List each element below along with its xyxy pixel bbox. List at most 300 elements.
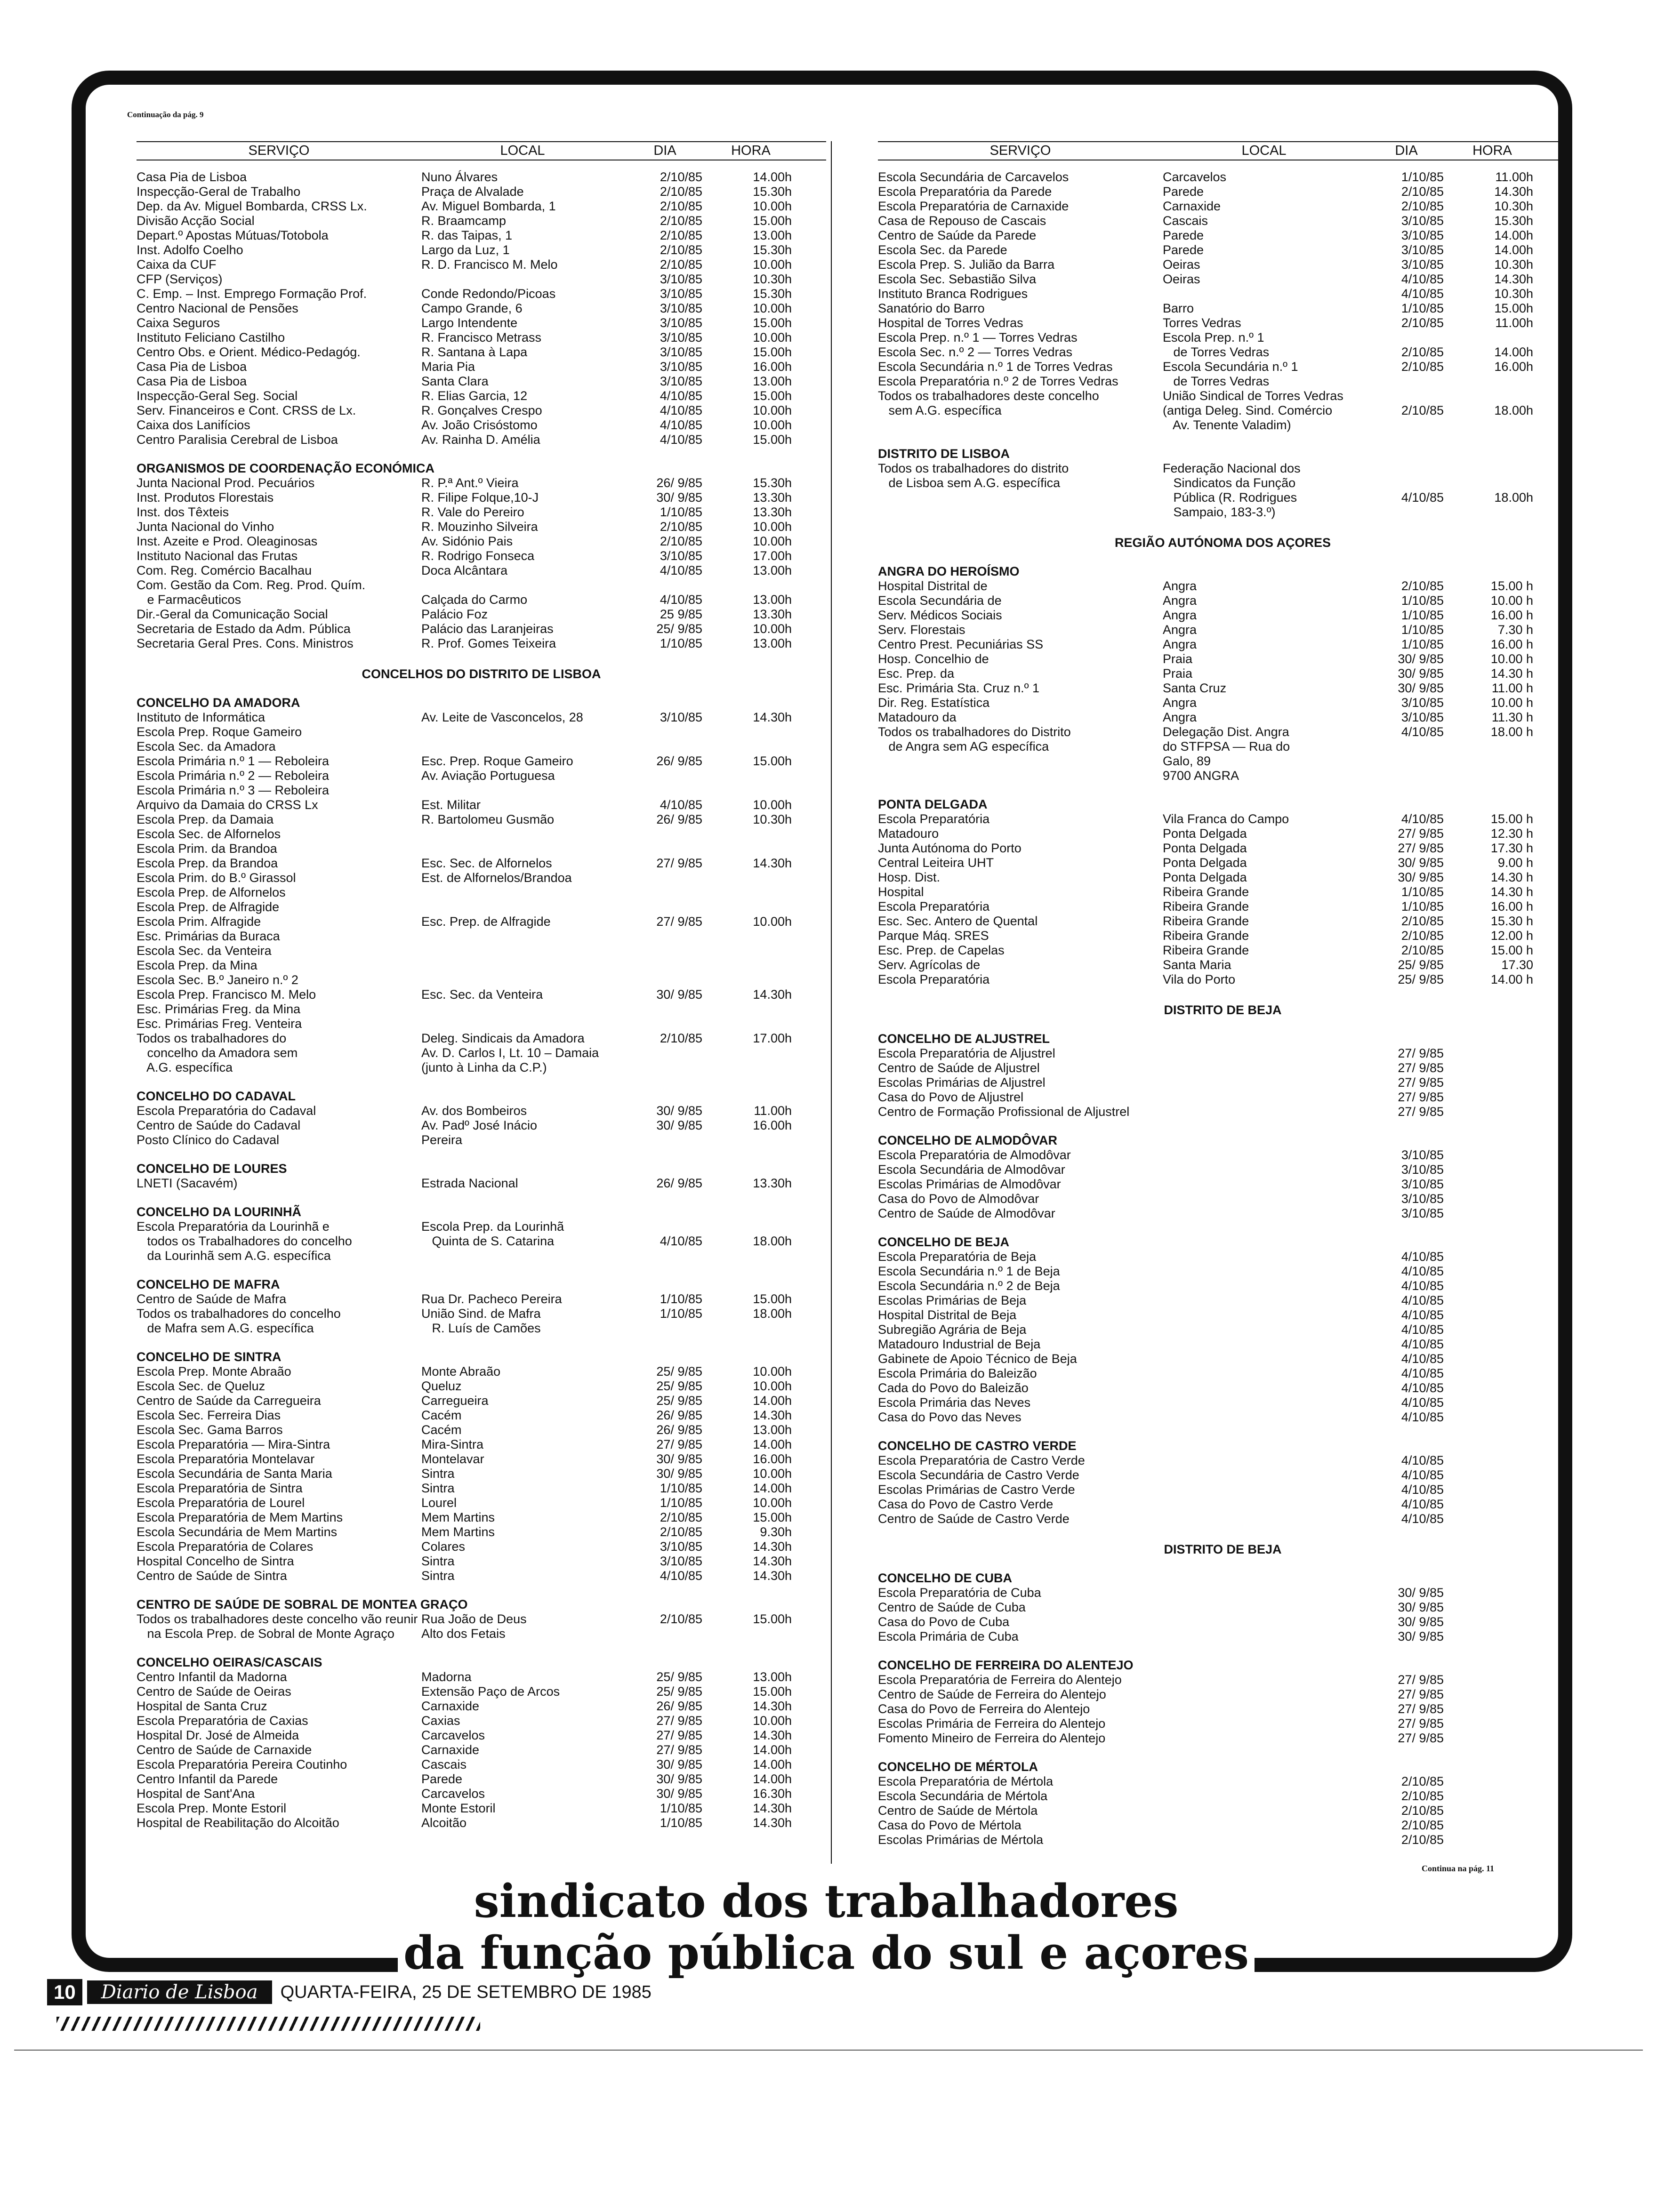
table-header xyxy=(137,141,826,160)
day-cell: 30/ 9/85 xyxy=(1398,1615,1444,1629)
table-row xyxy=(137,534,826,549)
table-row xyxy=(137,578,826,593)
table-row xyxy=(137,1787,826,1801)
hour-cell xyxy=(1448,1453,1537,1468)
section-heading: CONCELHO DE CUBA xyxy=(878,1571,1013,1585)
service-cell: Escola Prep. da Damaia xyxy=(137,812,274,826)
table-row xyxy=(137,1321,826,1336)
local-cell xyxy=(421,1017,624,1031)
day-cell xyxy=(624,871,706,885)
hour-cell: 15.30h xyxy=(753,243,792,257)
hour-cell: 13.00h xyxy=(753,228,792,242)
local-cell: Quinta de S. Catarina xyxy=(421,1234,555,1248)
day-cell: 30/ 9/85 xyxy=(656,1772,702,1786)
service-cell: Escola Preparatória de Colares xyxy=(137,1539,314,1554)
day-cell: 2/10/85 xyxy=(660,199,702,213)
table-row xyxy=(137,1816,826,1830)
local-cell: Alto dos Fetais xyxy=(421,1627,506,1641)
table-row xyxy=(878,1615,1568,1629)
hour-cell xyxy=(1448,1105,1537,1119)
local-cell: Av. Leite de Vasconcelos, 28 xyxy=(421,710,583,724)
local-cell: Extensão Paço de Arcos xyxy=(421,1684,560,1699)
table-row xyxy=(878,1395,1568,1410)
header-local: LOCAL xyxy=(500,143,545,158)
day-cell xyxy=(624,1060,706,1075)
service-cell: Escola Preparatória de Ferreira do Alentejo xyxy=(878,1673,1122,1687)
day-cell: 30/ 9/85 xyxy=(656,1452,702,1466)
hour-cell xyxy=(1448,1497,1537,1512)
day-cell: 25/ 9/85 xyxy=(656,1670,702,1684)
table-row xyxy=(878,1075,1568,1090)
hour-cell: 14.30h xyxy=(753,856,792,870)
day-cell: 27/ 9/85 xyxy=(656,856,702,870)
region-heading: REGIÃO AUTÓNOMA DOS AÇORES xyxy=(1114,536,1331,550)
local-cell xyxy=(1163,1105,1365,1119)
service-cell: Casa do Povo de Castro Verde xyxy=(878,1497,1054,1511)
local-cell: Carnaxide xyxy=(421,1699,480,1713)
service-cell: Centro Prest. Pecuniárias SS xyxy=(878,637,1044,651)
local-cell: Av. Padº José Inácio xyxy=(421,1118,538,1132)
table-row xyxy=(137,1104,826,1118)
local-cell: Sintra xyxy=(421,1467,455,1481)
table-row xyxy=(137,1046,826,1060)
service-cell: sem A.G. específica xyxy=(878,403,1002,417)
day-cell: 27/ 9/85 xyxy=(656,1728,702,1742)
local-cell: R. Luís de Camões xyxy=(421,1321,541,1335)
local-cell: Mem Martins xyxy=(421,1510,495,1524)
local-cell xyxy=(1163,1192,1365,1206)
hour-cell: 11.00h xyxy=(1495,170,1533,184)
hour-cell: 14.00h xyxy=(753,1437,792,1451)
day-cell: 3/10/85 xyxy=(1401,1206,1444,1220)
service-cell: Escola Preparatória de Mem Martins xyxy=(137,1510,343,1524)
local-cell xyxy=(1163,1308,1365,1322)
local-cell: Cascais xyxy=(421,1757,467,1771)
day-cell xyxy=(1365,739,1448,754)
service-cell: Escola Preparatória de Cuba xyxy=(878,1586,1041,1600)
section-heading: CONCELHO DE ALJUSTREL xyxy=(878,1032,1050,1046)
day-cell: 4/10/85 xyxy=(1401,1337,1444,1351)
local-cell: Sindicatos da Função xyxy=(1163,476,1296,490)
table-row xyxy=(878,1512,1568,1526)
local-cell: Colares xyxy=(421,1539,466,1554)
table-row xyxy=(878,1061,1568,1075)
day-cell: 30/ 9/85 xyxy=(1398,856,1444,870)
hour-cell: 14.00h xyxy=(1494,345,1533,359)
table-row xyxy=(878,1833,1568,1847)
day-cell: 27/ 9/85 xyxy=(1398,1075,1444,1090)
day-cell: 2/10/85 xyxy=(1401,345,1444,359)
table-row xyxy=(137,914,826,929)
table-row xyxy=(137,1394,826,1408)
day-cell xyxy=(624,958,706,973)
service-cell: Com. Reg. Comércio Bacalhau xyxy=(137,563,312,577)
day-cell: 1/10/85 xyxy=(660,1292,702,1306)
hour-cell: 13.30h xyxy=(753,505,792,519)
hour-cell xyxy=(1448,1308,1537,1322)
day-cell: 4/10/85 xyxy=(1401,272,1444,286)
day-cell xyxy=(624,769,706,783)
table-row xyxy=(137,1452,826,1467)
day-cell: 4/10/85 xyxy=(1401,812,1444,826)
table-row xyxy=(878,1366,1568,1381)
hour-cell: 10.00h xyxy=(753,1467,792,1481)
table-row xyxy=(137,374,826,389)
service-cell: Escola Preparatória — Mira-Sintra xyxy=(137,1437,330,1451)
day-cell: 1/10/85 xyxy=(1401,608,1444,622)
table-row xyxy=(878,1293,1568,1308)
day-cell: 3/10/85 xyxy=(660,360,702,374)
local-cell: Federação Nacional dos xyxy=(1163,461,1301,475)
local-cell xyxy=(1163,1818,1365,1833)
hour-cell: 10.30h xyxy=(1494,287,1533,301)
day-cell: 1/10/85 xyxy=(1401,899,1444,914)
hour-cell xyxy=(1448,1206,1537,1221)
day-cell xyxy=(624,900,706,914)
hour-cell xyxy=(1448,330,1537,345)
day-cell: 3/10/85 xyxy=(1401,214,1444,228)
table-row xyxy=(878,1483,1568,1497)
table-row xyxy=(137,1234,826,1249)
hour-cell: 10.00h xyxy=(753,1714,792,1728)
day-cell: 4/10/85 xyxy=(1401,1352,1444,1366)
table-row xyxy=(137,958,826,973)
table-row xyxy=(878,184,1568,199)
local-cell: Angra xyxy=(1163,696,1197,710)
table-row xyxy=(137,607,826,622)
service-cell: Esc. Prep. de Capelas xyxy=(878,943,1005,957)
table-row xyxy=(878,1731,1568,1746)
table-row xyxy=(137,944,826,958)
service-cell: Esc. Sec. Antero de Quental xyxy=(878,914,1038,928)
hour-cell: 14.30h xyxy=(753,1699,792,1713)
service-cell: Escola Sec. da Parede xyxy=(878,243,1007,257)
service-cell: Parque Máq. SRES xyxy=(878,929,989,943)
table-row xyxy=(137,1699,826,1714)
day-cell: 3/10/85 xyxy=(660,1539,702,1554)
service-cell: Centro de Saúde de Oeiras xyxy=(137,1684,291,1699)
table-row xyxy=(878,1381,1568,1395)
page-footer xyxy=(47,1979,652,2005)
hour-cell xyxy=(1448,1512,1537,1526)
local-cell: R. Gonçalves Crespo xyxy=(421,403,542,417)
table-row xyxy=(878,505,1568,520)
day-cell: 1/10/85 xyxy=(1401,593,1444,608)
hour-cell: 10.00h xyxy=(753,520,792,534)
service-cell: Casa Pia de Lisboa xyxy=(137,374,247,388)
service-cell: e Farmacêuticos xyxy=(137,593,241,607)
hour-cell xyxy=(706,1002,796,1017)
hour-cell xyxy=(706,929,796,944)
table-row xyxy=(878,272,1568,287)
table-row xyxy=(878,301,1568,316)
hour-cell: 13.00h xyxy=(753,593,792,607)
day-cell: 25/ 9/85 xyxy=(656,1379,702,1393)
day-cell: 4/10/85 xyxy=(660,563,702,577)
service-cell: Escola Prep. Francisco M. Melo xyxy=(137,987,316,1002)
service-cell: Escola Primária do Baleizão xyxy=(878,1366,1037,1380)
local-cell xyxy=(1163,1250,1365,1264)
local-cell: do STFPSA — Rua do xyxy=(1163,739,1290,753)
hour-cell: 12.00 h xyxy=(1490,929,1533,943)
table-row xyxy=(878,870,1568,885)
table-row xyxy=(878,1322,1568,1337)
service-cell: Escola Primária das Neves xyxy=(878,1395,1031,1410)
right-schedule xyxy=(878,170,1568,1847)
local-cell xyxy=(421,783,624,798)
table-row xyxy=(878,345,1568,360)
local-cell xyxy=(1163,1586,1365,1600)
hour-cell: 9.30h xyxy=(760,1525,792,1539)
local-cell: Sintra xyxy=(421,1554,455,1568)
local-cell: (junto à Linha da C.P.) xyxy=(421,1060,547,1074)
hour-cell: 13.00h xyxy=(753,1670,792,1684)
table-row xyxy=(137,1017,826,1031)
hour-cell: 10.00h xyxy=(753,199,792,213)
table-row xyxy=(137,257,826,272)
hour-cell: 15.00h xyxy=(753,1292,792,1306)
day-cell: 27/ 9/85 xyxy=(1398,841,1444,855)
local-cell: Parede xyxy=(1163,243,1204,257)
table-row xyxy=(137,184,826,199)
day-cell: 25/ 9/85 xyxy=(656,1684,702,1699)
hour-cell: 15.00h xyxy=(753,345,792,359)
day-cell: 30/ 9/85 xyxy=(656,1757,702,1771)
section-heading: CONCELHO DE SINTRA xyxy=(137,1350,282,1364)
day-cell: 30/ 9/85 xyxy=(1398,1629,1444,1643)
region-heading: DISTRITO DE BEJA xyxy=(1164,1003,1282,1017)
day-cell: 25/ 9/85 xyxy=(656,1364,702,1378)
day-cell: 3/10/85 xyxy=(1401,710,1444,724)
hour-cell: 16.00h xyxy=(753,360,792,374)
day-cell: 2/10/85 xyxy=(660,520,702,534)
service-cell: Centro de Saúde de Ferreira do Alentejo xyxy=(878,1687,1106,1701)
local-cell xyxy=(1163,1483,1365,1497)
hour-cell xyxy=(1448,505,1537,520)
service-cell: Hospital Distrital de Beja xyxy=(878,1308,1017,1322)
service-cell: Hospital Dr. José de Almeida xyxy=(137,1728,299,1742)
local-cell xyxy=(1163,1803,1365,1818)
table-row xyxy=(878,1148,1568,1162)
day-cell xyxy=(624,783,706,798)
hour-cell: 15.00 h xyxy=(1490,579,1533,593)
section-heading: CONCELHO OEIRAS/CASCAIS xyxy=(137,1655,322,1669)
hour-cell: 12.30 h xyxy=(1490,826,1533,841)
service-cell: Escola Preparatória de Almodôvar xyxy=(878,1148,1071,1162)
day-cell: 2/10/85 xyxy=(660,257,702,272)
day-cell xyxy=(624,1017,706,1031)
table-row xyxy=(137,345,826,360)
hour-cell xyxy=(706,1046,796,1060)
service-cell: Escola Prim. do B.º Girassol xyxy=(137,871,296,885)
service-cell: Escola Prim. da Brandoa xyxy=(137,842,277,856)
service-cell: Com. Gestão da Com. Reg. Prod. Quím. xyxy=(137,578,366,592)
day-cell xyxy=(1365,505,1448,520)
service-cell: Casa de Repouso de Cascais xyxy=(878,214,1046,228)
table-row xyxy=(878,725,1568,739)
table-row xyxy=(878,360,1568,374)
hour-cell: 10.00h xyxy=(753,1496,792,1510)
service-cell: Escola Secundária de Mem Martins xyxy=(137,1525,338,1539)
local-cell: de Torres Vedras xyxy=(1163,345,1270,359)
service-cell: A.G. específica xyxy=(137,1060,233,1074)
hour-cell xyxy=(1448,1322,1537,1337)
table-row xyxy=(878,403,1568,418)
day-cell: 2/10/85 xyxy=(1401,199,1444,213)
local-cell: R. Bartolomeu Gusmão xyxy=(421,812,555,826)
header-hour: HORA xyxy=(1472,143,1512,158)
local-cell: Escola Secundária n.º 1 xyxy=(1163,360,1298,374)
table-row xyxy=(137,754,826,769)
hour-cell: 9.00 h xyxy=(1497,856,1533,870)
page-number: 10 xyxy=(47,1979,82,2005)
day-cell: 3/10/85 xyxy=(660,374,702,388)
table-row xyxy=(878,476,1568,490)
service-cell: Escolas Primárias de Aljustrel xyxy=(878,1075,1046,1090)
hour-cell: 11.00h xyxy=(1495,316,1533,330)
day-cell: 27/ 9/85 xyxy=(1398,1673,1444,1687)
service-cell: Escola Preparatória Montelavar xyxy=(137,1452,315,1466)
section-heading: CONCELHO DE ALMODÔVAR xyxy=(878,1133,1057,1147)
day-cell: 2/10/85 xyxy=(1401,1833,1444,1847)
day-cell xyxy=(1365,374,1448,389)
hour-cell: 14.30h xyxy=(753,1554,792,1568)
day-cell: 2/10/85 xyxy=(660,184,702,199)
hour-cell: 14.30h xyxy=(753,1816,792,1830)
local-cell: R. Vale do Pereiro xyxy=(421,505,524,519)
hour-cell: 15.00h xyxy=(1494,301,1533,315)
day-cell xyxy=(1365,769,1448,783)
table-row xyxy=(878,228,1568,243)
day-cell: 26/ 9/85 xyxy=(656,1176,702,1190)
table-row xyxy=(137,214,826,228)
hour-cell xyxy=(1448,1818,1537,1833)
local-cell xyxy=(1163,1322,1365,1337)
local-cell xyxy=(1163,1264,1365,1279)
local-cell: Santa Cruz xyxy=(1163,681,1227,695)
column-divider xyxy=(831,141,832,1864)
local-cell: Av. Miguel Bombarda, 1 xyxy=(421,199,556,213)
service-cell: Depart.º Apostas Mútuas/Totobola xyxy=(137,228,329,242)
table-row xyxy=(878,666,1568,681)
day-cell xyxy=(624,885,706,900)
hour-cell: 11.00h xyxy=(754,1104,792,1118)
day-cell xyxy=(624,1249,706,1263)
hour-cell: 17.00h xyxy=(753,1031,792,1045)
local-cell: Estrada Nacional xyxy=(421,1176,518,1190)
day-cell: 3/10/85 xyxy=(1401,1148,1444,1162)
service-cell: Centro de Saúde de Castro Verde xyxy=(878,1512,1070,1526)
service-cell: Hospital Distrital de xyxy=(878,579,988,593)
hour-cell xyxy=(1448,1716,1537,1731)
service-cell: Hospital xyxy=(878,885,924,899)
local-cell xyxy=(1163,1687,1365,1702)
bottom-rule xyxy=(14,2050,1643,2051)
hour-cell: 14.00h xyxy=(753,170,792,184)
local-cell: Delegação Dist. Angra xyxy=(1163,725,1289,739)
service-cell: Escola Preparatória Pereira Coutinho xyxy=(137,1757,347,1771)
day-cell: 2/10/85 xyxy=(660,1510,702,1524)
local-cell xyxy=(1163,1453,1365,1468)
day-cell: 2/10/85 xyxy=(1401,184,1444,199)
service-cell: Escola Preparatória n.º 2 de Torres Vedras xyxy=(878,374,1118,388)
day-cell: 26/ 9/85 xyxy=(656,812,702,826)
local-cell: Parede xyxy=(1163,184,1204,199)
hour-cell xyxy=(1448,1702,1537,1716)
day-cell: 25/ 9/85 xyxy=(656,622,702,636)
table-row xyxy=(878,389,1568,403)
table-row xyxy=(878,1497,1568,1512)
local-cell xyxy=(1163,1615,1365,1629)
hour-cell: 18.00h xyxy=(1494,403,1533,417)
table-row xyxy=(878,1453,1568,1468)
local-cell: Carregueira xyxy=(421,1394,489,1408)
hour-cell: 14.00h xyxy=(753,1772,792,1786)
day-cell: 2/10/85 xyxy=(1401,914,1444,928)
table-row xyxy=(137,842,826,856)
section-heading: CONCELHO DE BEJA xyxy=(878,1235,1010,1249)
service-cell: Hospital Concelho de Sintra xyxy=(137,1554,294,1568)
hour-cell xyxy=(706,1219,796,1234)
hour-cell xyxy=(1448,1250,1537,1264)
service-cell: Centro de Saúde de Cuba xyxy=(878,1600,1026,1614)
hour-cell: 17.00h xyxy=(753,549,792,563)
table-row xyxy=(137,316,826,330)
hour-cell xyxy=(706,827,796,842)
hour-cell xyxy=(1448,374,1537,389)
hour-cell: 13.00h xyxy=(753,374,792,388)
day-cell: 3/10/85 xyxy=(660,1554,702,1568)
local-cell: Angra xyxy=(1163,623,1197,637)
table-row xyxy=(878,1629,1568,1644)
table-row xyxy=(137,1627,826,1641)
day-cell: 1/10/85 xyxy=(1401,170,1444,184)
hour-cell: 14.30h xyxy=(753,1539,792,1554)
table-row xyxy=(878,316,1568,330)
local-cell: Ponta Delgada xyxy=(1163,826,1247,841)
local-cell: Montelavar xyxy=(421,1452,484,1466)
hour-cell xyxy=(1448,461,1537,476)
table-row xyxy=(878,1673,1568,1687)
day-cell: 27/ 9/85 xyxy=(1398,1716,1444,1731)
hour-cell xyxy=(1448,1366,1537,1381)
table-row xyxy=(878,943,1568,958)
local-cell: Est. de Alfornelos/Brandoa xyxy=(421,871,572,885)
service-cell: Centro de Formação Profissional de Aljustrel xyxy=(878,1105,1130,1119)
hour-cell: 15.00h xyxy=(753,316,792,330)
table-row xyxy=(137,1176,826,1191)
service-cell: Escola Secundária de Castro Verde xyxy=(878,1468,1079,1482)
region-heading: DISTRITO DE BEJA xyxy=(1164,1542,1282,1556)
service-cell: Hospital de Santa Cruz xyxy=(137,1699,267,1713)
local-cell xyxy=(1163,1366,1365,1381)
local-cell: Mem Martins xyxy=(421,1525,495,1539)
service-cell: Escola Preparatória xyxy=(878,812,990,826)
service-cell: Escola Sec. de Alfornelos xyxy=(137,827,281,841)
hour-cell xyxy=(706,885,796,900)
hour-cell: 10.00h xyxy=(753,534,792,548)
day-cell: 4/10/85 xyxy=(1401,1453,1444,1467)
local-cell: Pública (R. Rodrigues xyxy=(1163,490,1297,505)
hour-cell: 16.00 h xyxy=(1490,899,1533,914)
table-row xyxy=(137,710,826,725)
hour-cell xyxy=(706,769,796,783)
table-row xyxy=(878,287,1568,301)
service-cell: Gabinete de Apoio Técnico de Beja xyxy=(878,1352,1077,1366)
table-row xyxy=(137,1249,826,1263)
hour-cell: 10.00h xyxy=(753,330,792,345)
table-row xyxy=(878,1586,1568,1600)
